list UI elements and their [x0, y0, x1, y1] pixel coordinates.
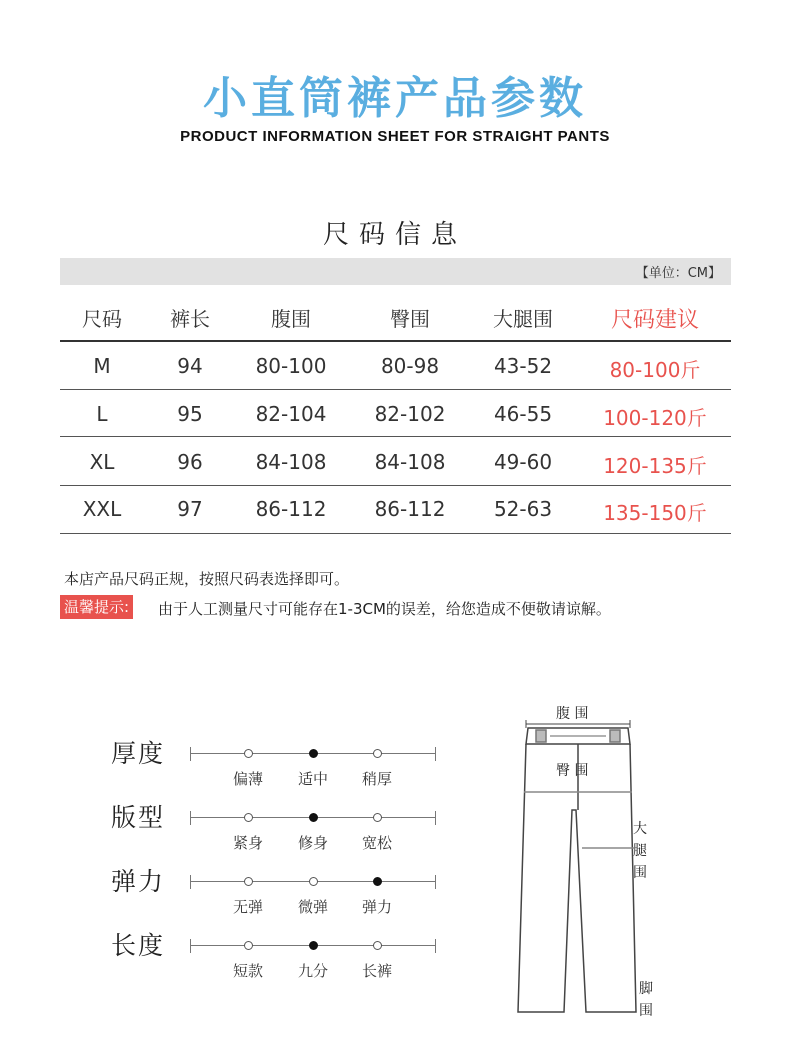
- attribute-option: 短款: [232, 962, 263, 980]
- attribute-label: 弹力: [111, 867, 166, 896]
- attribute-label: 长度: [111, 931, 166, 960]
- page-subtitle: PRODUCT INFORMATION SHEET FOR STRAIGHT PANTS: [180, 128, 610, 145]
- size-table-cell: XXL: [82, 497, 122, 521]
- size-table-cell: 84-108: [374, 450, 446, 474]
- size-table-cell: 49-60: [493, 450, 553, 474]
- size-table-header-5: 尺码建议: [610, 308, 699, 333]
- attribute-label: 厚度: [111, 739, 166, 768]
- size-table-header-2: 腹围: [271, 307, 311, 331]
- size-table-cell: 82-102: [374, 402, 446, 426]
- option-dot: [244, 941, 253, 950]
- selected-dot: [309, 941, 318, 950]
- hip-label: 臀 围: [556, 763, 589, 779]
- size-note: 本店产品尺码正规，按照尺码表选择即可。: [64, 570, 350, 588]
- hem-label: 脚围: [639, 981, 653, 1019]
- attribute-scale: [190, 811, 436, 825]
- size-table-divider: [60, 533, 731, 534]
- size-table-cell: 46-55: [493, 402, 553, 426]
- size-table-header-4: 大腿围: [493, 307, 553, 331]
- attribute-option: 修身: [297, 834, 328, 852]
- size-table-cell: 97: [177, 497, 203, 521]
- size-table-header-1: 裤长: [170, 307, 210, 331]
- size-table-cell: 94: [177, 354, 203, 378]
- attribute-option: 宽松: [361, 834, 392, 852]
- attribute-option: 微弹: [297, 898, 328, 916]
- size-table-cell: 135-150斤: [603, 501, 707, 525]
- tip-text: 由于人工测量尺寸可能存在1-3CM的误差，给您造成不便敬请谅解。: [158, 600, 611, 618]
- size-table-cell: 86-112: [374, 497, 446, 521]
- size-table-cell: 95: [177, 402, 203, 426]
- size-table-cell: L: [96, 402, 108, 426]
- attribute-option: 长裤: [361, 962, 392, 980]
- unit-bar: [60, 258, 731, 285]
- size-table-divider: [60, 485, 731, 486]
- size-table-cell: 80-100斤: [609, 358, 701, 382]
- attribute-scale: [190, 875, 436, 889]
- attribute-option: 偏薄: [232, 770, 263, 788]
- size-table-cell: 84-108: [255, 450, 327, 474]
- attribute-option: 稍厚: [361, 770, 392, 788]
- option-dot: [244, 749, 253, 758]
- size-table-cell: 43-52: [493, 354, 553, 378]
- attribute-option: 九分: [297, 962, 328, 980]
- size-table-cell: 120-135斤: [603, 454, 707, 478]
- size-table-cell: 100-120斤: [603, 406, 707, 430]
- size-table-cell: 96: [177, 450, 203, 474]
- attribute-option: 弹力: [361, 898, 392, 916]
- attribute-scale: [190, 939, 436, 953]
- page-title: 小直筒裤产品参数: [203, 73, 587, 124]
- attribute-scale: [190, 747, 436, 761]
- unit-label: 【单位：CM】: [635, 266, 721, 281]
- waist-label: 腹 围: [556, 706, 589, 722]
- size-table-cell: 80-98: [380, 354, 440, 378]
- size-table-cell: XL: [89, 450, 115, 474]
- selected-dot: [309, 813, 318, 822]
- tip-badge: 温馨提示:: [60, 595, 133, 619]
- attribute-option: 适中: [297, 770, 328, 788]
- option-dot: [244, 813, 253, 822]
- size-table-divider: [60, 436, 731, 437]
- option-dot: [309, 877, 318, 886]
- size-table-divider: [60, 389, 731, 390]
- size-table-cell: 86-112: [255, 497, 327, 521]
- option-dot: [244, 877, 253, 886]
- size-table-cell: M: [93, 354, 111, 378]
- option-dot: [373, 749, 382, 758]
- size-table-cell: 52-63: [493, 497, 553, 521]
- thigh-label: 大腿围: [633, 821, 647, 881]
- size-table-cell: 80-100: [255, 354, 327, 378]
- size-table-divider: [60, 340, 731, 342]
- selected-dot: [309, 749, 318, 758]
- size-table-header-0: 尺码: [82, 307, 122, 331]
- option-dot: [373, 813, 382, 822]
- attribute-option: 紧身: [232, 834, 263, 852]
- size-table-header-3: 臀围: [390, 307, 430, 331]
- selected-dot: [373, 877, 382, 886]
- size-table-cell: 82-104: [255, 402, 327, 426]
- option-dot: [373, 941, 382, 950]
- attribute-label: 版型: [111, 803, 166, 832]
- attribute-option: 无弹: [232, 898, 263, 916]
- size-section-heading: 尺码信息: [322, 220, 467, 250]
